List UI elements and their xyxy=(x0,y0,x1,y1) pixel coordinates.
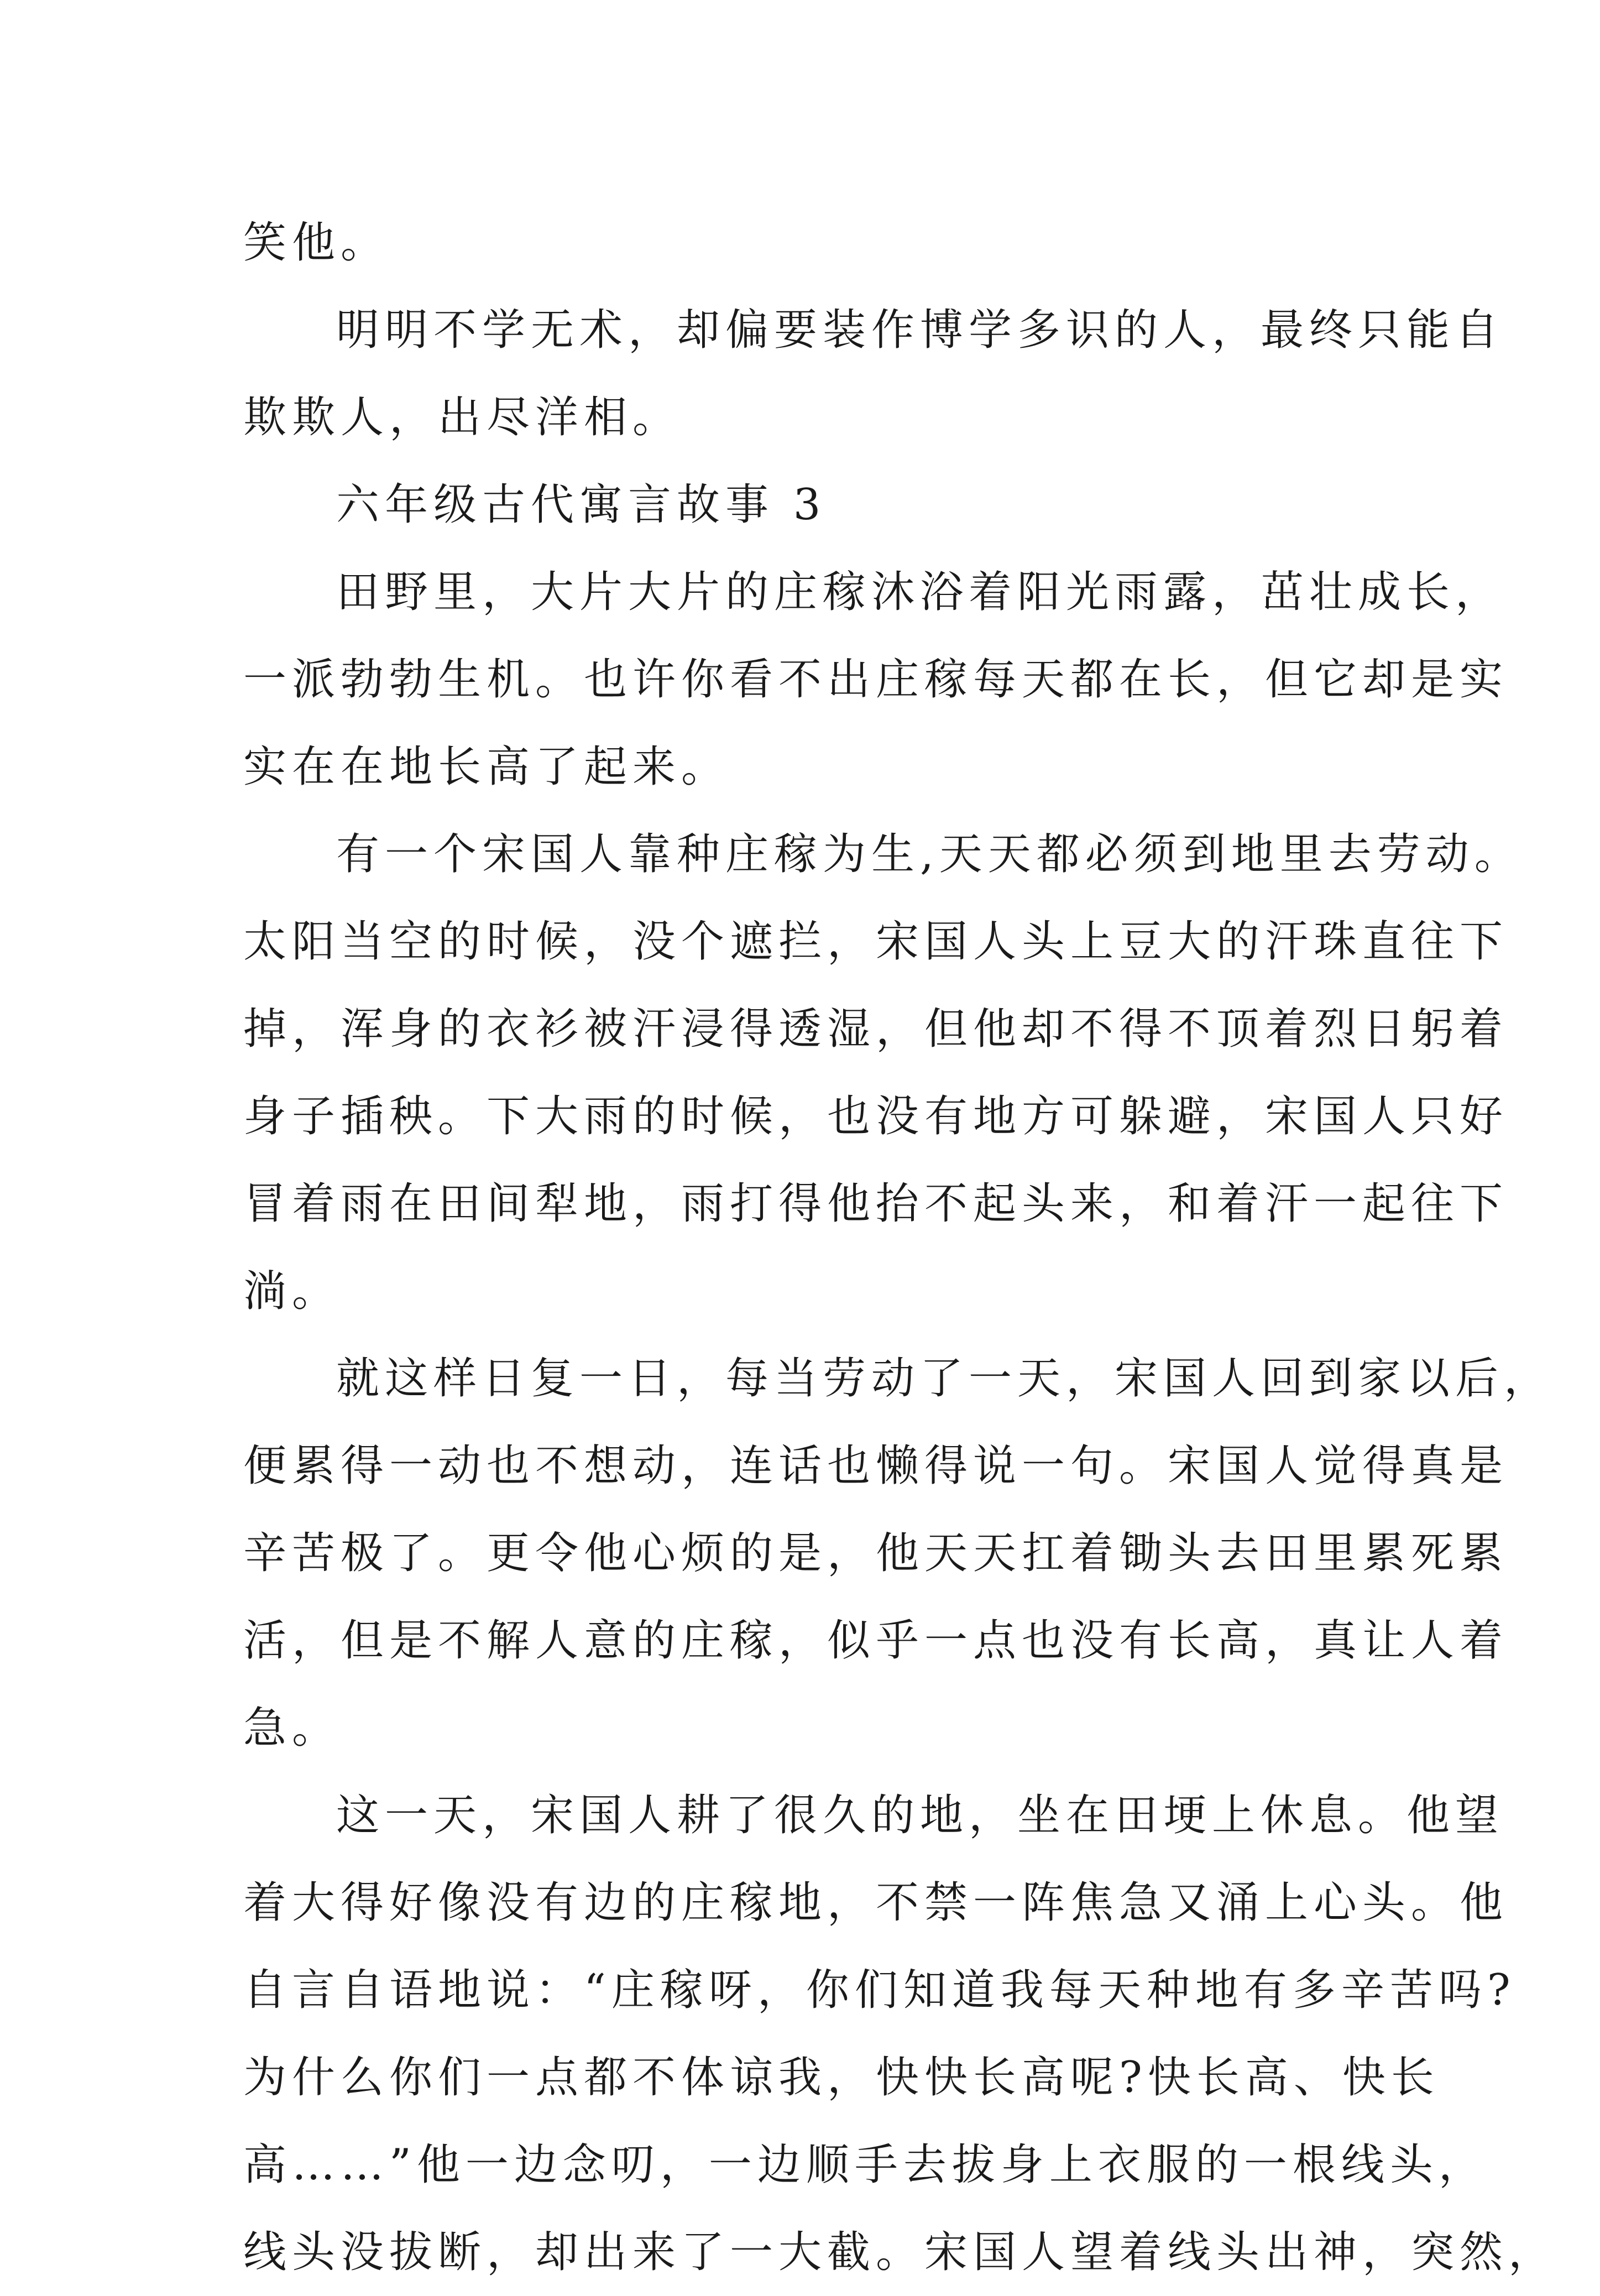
paragraph xyxy=(243,549,1509,811)
heading-text: 六年级古代寓言故事 3 xyxy=(336,480,827,530)
paragraph xyxy=(243,1335,1553,1772)
text-line: 活，但是不解人意的庄稼，似乎一点也没有长高，真让人着 xyxy=(243,1616,1509,1666)
text-line: 身子插秧。下大雨的时候，也没有地方可躲避，宋国人只好 xyxy=(243,1092,1509,1141)
paragraph xyxy=(243,1772,1557,2296)
text-line: 这一天，宋国人耕了很久的地，坐在田埂上休息。他望 xyxy=(336,1791,1504,1840)
paragraph xyxy=(243,199,1371,286)
paragraph xyxy=(243,811,1523,1335)
paragraph xyxy=(243,286,1504,461)
section-heading xyxy=(243,461,1371,549)
text-line: 便累得一动也不想动，连话也懒得说一句。宋国人觉得真是 xyxy=(243,1441,1509,1491)
text-line: 欺欺人，出尽洋相。 xyxy=(243,393,682,442)
text-line: 一派勃勃生机。也许你看不出庄稼每天都在长，但它却是实 xyxy=(243,655,1509,705)
text-line: 冒着雨在田间犁地，雨打得他抬不起头来，和着汗一起往下 xyxy=(243,1179,1509,1229)
text-line: 为什么你们一点都不体谅我，快快长高呢?快长高、快长 xyxy=(243,2053,1440,2102)
text-line: 明明不学无术，却偏要装作博学多识的人，最终只能自 xyxy=(336,305,1504,355)
text-line: 高……”他一边念叨，一边顺手去拔身上衣服的一根线头， xyxy=(243,2140,1487,2190)
text-line: 太阳当空的时候，没个遮拦，宋国人头上豆大的汗珠直往下 xyxy=(243,917,1509,967)
text-line: 掉，浑身的衣衫被汗浸得透湿，但他却不得不顶着烈日躬着 xyxy=(243,1004,1509,1054)
text-line: 淌。 xyxy=(243,1266,341,1316)
text-line: 就这样日复一日，每当劳动了一天，宋国人回到家以后， xyxy=(336,1354,1553,1403)
text-line: 笑他。 xyxy=(243,218,390,268)
text-line: 田野里，大片大片的庄稼沐浴着阳光雨露，茁壮成长， xyxy=(336,567,1504,617)
text-line: 线头没拔断，却出来了一大截。宋国人望着线头出神，突然， xyxy=(243,2227,1557,2277)
text-line: 实在在地长高了起来。 xyxy=(243,742,730,792)
document-body xyxy=(243,199,1557,2296)
text-line: 辛苦极了。更令他心烦的是，他天天扛着锄头去田里累死累 xyxy=(243,1528,1509,1578)
text-line: 自言自语地说：“庄稼呀，你们知道我每天种地有多辛苦吗? xyxy=(243,1965,1516,2015)
text-line: 着大得好像没有边的庄稼地，不禁一阵焦急又涌上心头。他 xyxy=(243,1878,1509,1928)
text-line: 有一个宋国人靠种庄稼为生,天天都必须到地里去劳动。 xyxy=(336,829,1523,879)
text-line: 急。 xyxy=(243,1703,341,1753)
